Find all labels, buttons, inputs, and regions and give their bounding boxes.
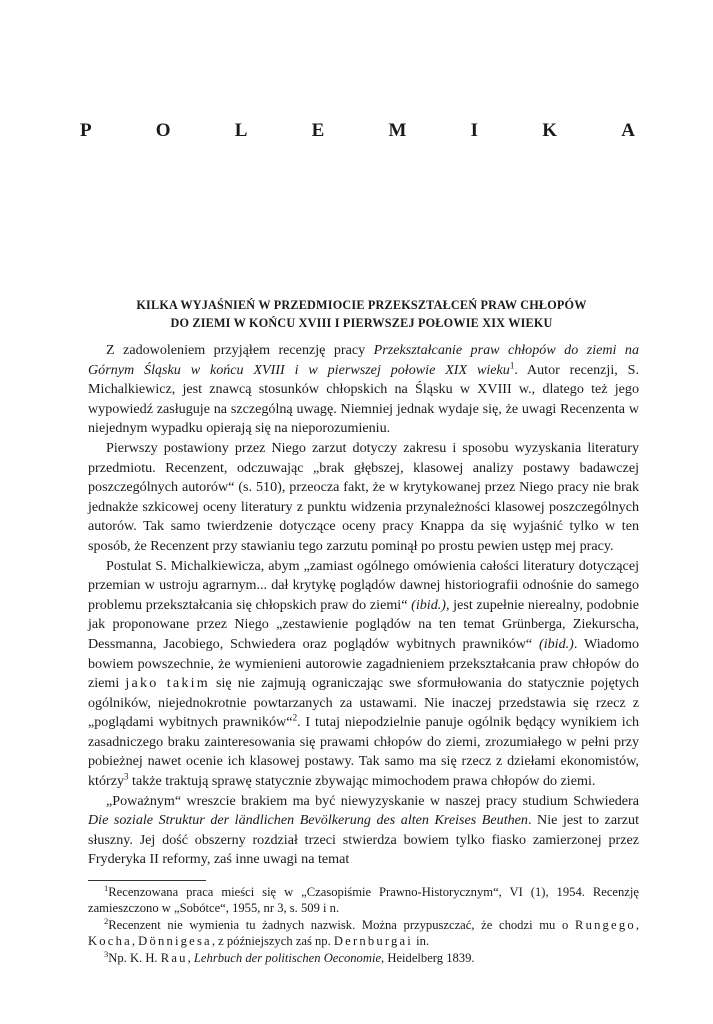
footnote-text: , (635, 917, 639, 932)
paragraph-1 (88, 341, 639, 439)
heading-letter: I (470, 120, 479, 141)
text-run: . I tutaj niepodzielnie panuje ogólnik będący wynikiem ich zasadniczego braku zainteresowania się prawami chłopów do ziemi, zrozumiałego w pełni przy pobieżnej nawet ocenie ich klasowej postawy. Tak samo ma się rzecz z dziełami ekonomistów, którzy (88, 714, 640, 790)
footnote-text: Recenzent nie wymienia tu żadnych nazwisk. Można przypuszczać, że chodzi mu o (108, 917, 575, 932)
text-run: „Poważnym“ wreszcie brakiem ma być niewyzyskanie w naszej pracy studium Schwiedera (106, 792, 639, 809)
spaced-name: Rungego (574, 917, 636, 932)
footnote-3 (88, 950, 639, 966)
italic-title: Lehrbuch der politischen Oeconomie (193, 950, 382, 965)
footnote-number: 1 (104, 882, 109, 893)
text-run: Postulat S. Michalkiewicza, abym „zamiast ogólnego omówienia całości literatury dotyczącej przemian w ustroju agrarnym... dał krytykę poglądów dawnej historiografii odnośnie do samego problemu przekształcania się chłopskich praw do ziemi“ (88, 557, 639, 613)
footnote-text: Recenzowana praca mieści się w „Czasopiśmie Prawno-Historycznym“, VI (1), 1954. Recenzję zamieszczono w „Sobótce“, 1955, nr 3, s. 509 i n. (88, 885, 639, 916)
italic-ref: (ibid.) (539, 635, 574, 652)
text-run: . Autor recenzji, S. Michalkiewicz, jest znawcą stosunków chłopskich na Śląsku w XVIII w., dlatego też jego wypowiedź zasługuje na szczególną uwagę. Niemniej jednak wydaje się, że uwagi Recenzenta w niejednym wypadku opierają się na nieporozumieniu. (88, 361, 639, 437)
section-heading (80, 120, 635, 142)
spaced-name: Dernburgai (333, 934, 414, 949)
title-line-2: DO ZIEMI W KOŃCU XVIII I PIERWSZEJ POŁOWIE XIX WIEKU (170, 316, 553, 330)
spaced-emphasis: jako takim (125, 675, 210, 692)
text-run: Z zadowoleniem przyjąłem recenzję pracy (106, 342, 374, 358)
text-run: się nie zajmują ograniczając swe sformułowania do statycznie pojętych ogólników, niejednokrotnie powtarzanych za ustawami. Nie inaczej przedstawia się rzecz z „poglądami wybitnych prawników“ (88, 675, 639, 731)
footnote-1 (88, 884, 639, 917)
text-run: . Wiadomo bowiem powszechnie, że wymienieni autorowie zagadnieniem przekształcania praw chłopów do ziemi (88, 635, 639, 692)
article-body (88, 341, 639, 870)
article-title (60, 296, 663, 332)
spaced-name: Dönnigesa (138, 934, 212, 949)
heading-letter: A (621, 120, 635, 141)
footnote-text: Np. K. H. (108, 950, 161, 965)
footnote-number: 2 (104, 915, 109, 926)
text-run: . Nie jest to zarzut słuszny. Jej dość obszerny rozdział trzeci stwierdza bowiem tylko fiasko zamierzonej przez Fryderyka II reformy, zaś inne uwagi na temat (88, 812, 639, 868)
footnote-text: in. (413, 934, 430, 949)
spaced-name: Rau (160, 950, 188, 965)
footnote-ref: 2 (292, 712, 298, 723)
footnotes (88, 884, 639, 966)
footnote-ref: 1 (509, 359, 515, 370)
heading-letter: E (311, 120, 325, 141)
footnote-number: 3 (104, 948, 109, 959)
paragraph-4 (88, 792, 639, 870)
italic-ref: (ibid.) (411, 596, 446, 613)
heading-letter: P (80, 120, 92, 141)
text-run: , jest zupełnie nierealny, podobnie jak proponowane przez Niego „zestawienie poglądów na ten temat Grünberga, Ziekurscha, Dessmanna, Jacobiego, Schwiedera oraz poglądów wybitnych prawników“ (88, 596, 640, 652)
heading-letter: M (388, 120, 407, 141)
footnote-text: , z późniejszych zaś np. (211, 934, 334, 949)
footnote-text: , Heidelberg 1839. (381, 950, 475, 965)
italic-title: Przekształcanie praw chłopów do ziemi na Górnym Śląsku w końcu XVIII i w pierwszej połowie XIX wieku (88, 342, 639, 378)
paragraph-3 (88, 557, 639, 792)
footnote-ref: 3 (124, 771, 129, 782)
text-run: także traktują sprawę statycznie zbywając mimochodem prawa chłopów do ziemi. (128, 773, 596, 790)
footnote-divider (88, 880, 206, 881)
heading-letter: O (155, 120, 171, 141)
paragraph-2 (88, 439, 639, 557)
heading-letter: L (234, 120, 248, 141)
text-run: Pierwszy postawiony przez Niego zarzut dotyczy zakresu i sposobu wyzyskania literatury przedmiotu. Recenzent, odczuwając „brak głębszej, klasowej analizy postawy badawczej poszczególnych autorów“ (s. 510), przeocza fakt, że w krytykowanej przez Niego pracy nie brak jednakże szkicowej oceny literatury z punktu widzenia przynależności klasowej poszczególnych autorów. Tak samo twierdzenie dotyczące oceny pracy Knappa da się wyjaśnić tylko w ten sposób, że Recenzent przy stawianiu tego zarzutu pominął po prostu pewien ustęp mej pracy. (88, 439, 639, 554)
heading-letter: K (542, 120, 558, 141)
italic-title: Die soziale Struktur der ländlichen Bevölkerung des alten Kreises Beuthen (88, 812, 528, 829)
title-line-1: KILKA WYJAŚNIEŃ W PRZEDMIOCIE PRZEKSZTAŁCEŃ PRAW CHŁOPÓW (136, 298, 587, 312)
footnote-text: , (187, 950, 194, 965)
spaced-name: Kocha (88, 934, 132, 949)
footnote-2 (88, 917, 639, 950)
footnote-text: , (131, 934, 139, 949)
